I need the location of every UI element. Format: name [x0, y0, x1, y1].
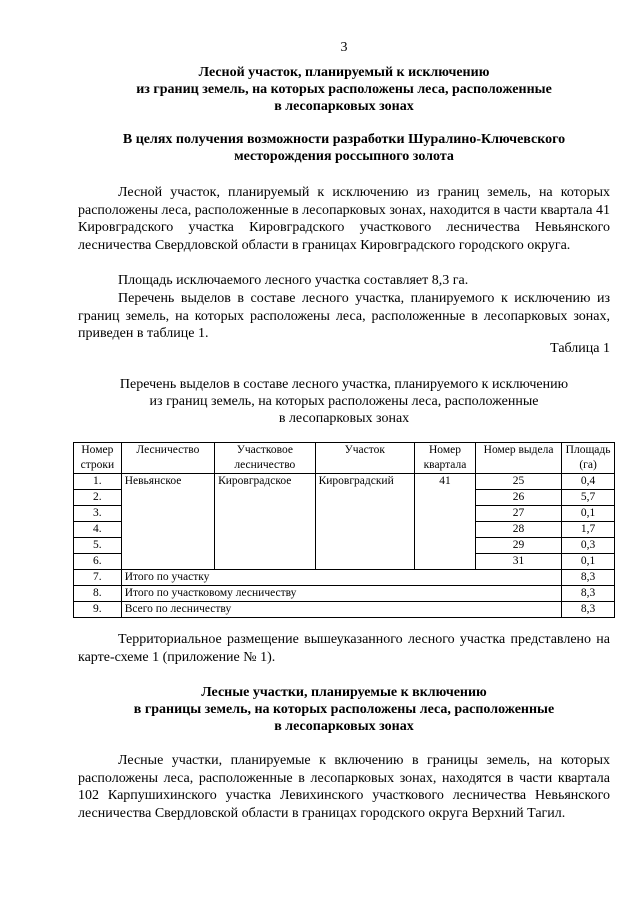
cell-vydel: 27	[475, 506, 561, 522]
section1-title	[78, 64, 610, 115]
section1-title-line: Лесной участок, планируемый к исключению	[198, 65, 490, 80]
cell-size: 0,3	[562, 538, 615, 554]
table-caption-line: в лесопарковых зонах	[278, 411, 410, 426]
section2-title-line: в границы земель, на которых расположены леса, расположенные	[133, 702, 555, 717]
cell-row-num: 7.	[74, 570, 122, 586]
cell-size: 0,1	[562, 554, 615, 570]
cell-vydel: 28	[475, 522, 561, 538]
header-district: Участковое лесничество	[215, 443, 315, 474]
section1-paragraph-1: Лесной участок, планируемый к исключению из границ земель, на которых расположены леса, расположенные в лесопарковых зонах, находится в части квартала 41 Кировградского участка Кировградского участкового лесничества Невьянского лесничества Свердловской области в границах Кировградского городского округа.	[78, 185, 610, 253]
section1-title-line: в лесопарковых зонах	[274, 99, 414, 114]
section2-title-line: Лесные участки, планируемые к включению	[201, 685, 487, 700]
purpose-line: В целях получения возможности разработки Шуралино-Ключевского	[122, 132, 566, 147]
header-quarter: Номер квартала	[415, 443, 476, 474]
table-total-row	[74, 586, 615, 602]
cell-district: Кировградское	[215, 474, 315, 570]
table-header-row	[74, 443, 615, 474]
cell-row-num: 8.	[74, 586, 122, 602]
cell-vydel: 25	[475, 474, 561, 490]
cell-total-label: Итого по участку	[121, 570, 561, 586]
table-caption-line: из границ земель, на которых расположены леса, расположенные	[149, 394, 539, 409]
cell-row-num: 3.	[74, 506, 122, 522]
placement-paragraph: Территориальное размещение вышеуказанного лесного участка представлено на карте-схеме 1 (приложение № 1).	[78, 632, 610, 665]
section1-paragraph-2: Площадь исключаемого лесного участка составляет 8,3 га.	[118, 273, 469, 288]
cell-size: 8,3	[562, 602, 615, 618]
table-caption-line: Перечень выделов в составе лесного участка, планируемого к исключению	[119, 377, 569, 392]
table-total-row	[74, 570, 615, 586]
cell-row-num: 9.	[74, 602, 122, 618]
table-row	[74, 474, 615, 490]
cell-row-num: 6.	[74, 554, 122, 570]
cell-total-label: Итого по участковому лесничеству	[121, 586, 561, 602]
header-area: Участок	[315, 443, 414, 474]
header-row-num: Номер строки	[74, 443, 122, 474]
header-forestry: Лесничество	[121, 443, 214, 474]
table-caption	[78, 376, 610, 427]
cell-row-num: 5.	[74, 538, 122, 554]
page-number: 3	[340, 40, 348, 55]
cell-size: 5,7	[562, 490, 615, 506]
cell-row-num: 2.	[74, 490, 122, 506]
cell-row-num: 4.	[74, 522, 122, 538]
cell-size: 8,3	[562, 586, 615, 602]
cell-total-label: Всего по лесничеству	[121, 602, 561, 618]
section2-paragraph-1: Лесные участки, планируемые к включению в границы земель, на которых расположены леса, расположенные в лесопарковых зонах, находятся в части квартала 102 Карпушихинского участка Левихинского участкового лесничества Невьянского лесничества Свердловской области в границах городского округа Верхний Тагил.	[78, 753, 610, 821]
header-vydel: Номер выдела	[475, 443, 561, 474]
section2-title	[78, 684, 610, 735]
cell-row-num: 1.	[74, 474, 122, 490]
cell-size: 0,1	[562, 506, 615, 522]
cell-size: 1,7	[562, 522, 615, 538]
purpose-line: месторождения россыпного золота	[234, 149, 454, 164]
cell-size: 0,4	[562, 474, 615, 490]
cell-size: 8,3	[562, 570, 615, 586]
cell-forestry: Невьянское	[121, 474, 214, 570]
table-total-row	[74, 602, 615, 618]
table-label: Таблица 1	[550, 341, 610, 356]
cell-area: Кировградский	[315, 474, 414, 570]
section1-title-line: из границ земель, на которых расположены леса, расположенные	[136, 82, 552, 97]
section1-paragraph-3: Перечень выделов в составе лесного участка, планируемого к исключению из границ земель, на которых расположены леса, расположенные в лесопарковых зонах, приведен в таблице 1.	[78, 291, 610, 341]
section1-purpose	[78, 131, 610, 165]
cell-vydel: 31	[475, 554, 561, 570]
vydel-table	[73, 442, 615, 618]
header-size: Площадь (га)	[562, 443, 615, 474]
section2-title-line: в лесопарковых зонах	[274, 719, 414, 734]
cell-vydel: 26	[475, 490, 561, 506]
cell-vydel: 29	[475, 538, 561, 554]
cell-quarter: 41	[415, 474, 476, 570]
